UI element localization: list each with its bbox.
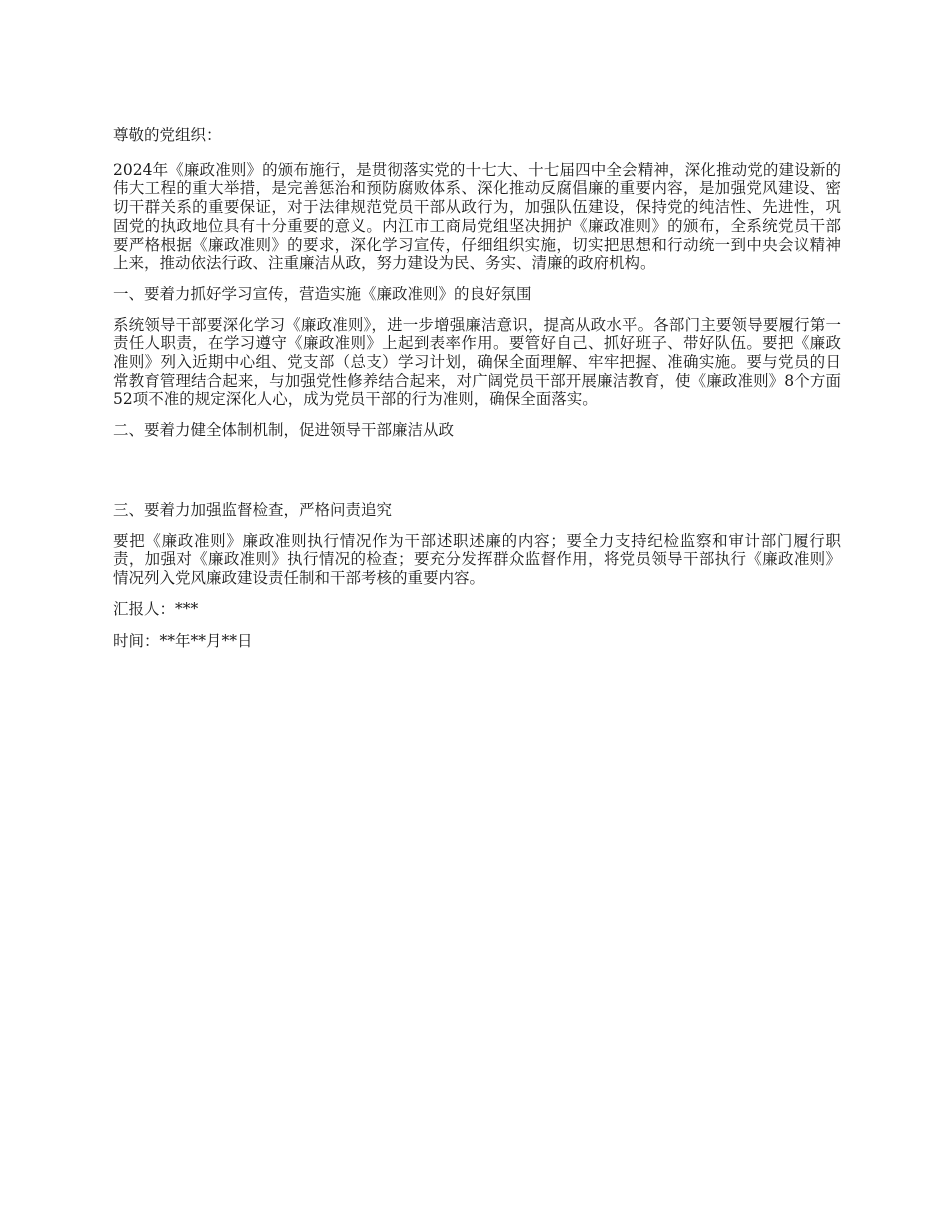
section-1-paragraph: 系统领导干部要深化学习《廉政准则》，进一步增强廉洁意识，提高从政水平。各部门主要领导要履行第一责任人职责，在学习遵守《廉政准则》上起到表率作用。要管好自己、抓好班子、带好队伍。要把《廉政准则》列入近期中心组、党支部（总支）学习计划，确保全面理解、牢牢把握、准确实施。要与党员的日常教育管理结合起来，与加强党性修养结合起来，对广阔党员干部开展廉洁教育，使《廉政准则》8个方面52项不准的规定深化人心，成为党员干部的行为准则，确保全面落实。: [113, 315, 841, 409]
document-page: [113, 126, 841, 651]
section-1-heading: 一、要着力抓好学习宣传，营造实施《廉政准则》的良好氛围: [113, 284, 532, 303]
section-3-paragraph: 要把《廉政准则》廉政准则执行情况作为干部述职述廉的内容；要全力支持纪检监察和审计部门履行职责，加强对《廉政准则》执行情况的检查；要充分发挥群众监督作用，将党员领导干部执行《廉政准则》情况列入党风廉政建设责任制和干部考核的重要内容。: [113, 531, 841, 587]
date-line: 时间：**年**月**日: [113, 632, 253, 651]
reporter-line: 汇报人：***: [113, 599, 199, 618]
intro-paragraph: 2024年《廉政准则》的颁布施行，是贯彻落实党的十七大、十七届四中全会精神，深化推动党的建设新的伟大工程的重大举措，是完善惩治和预防腐败体系、深化推动反腐倡廉的重要内容，是加强党风建设、密切干群关系的重要保证，对于法律规范党员干部从政行为，加强队伍建设，保持党的纯洁性、先进性，巩固党的执政地位具有十分重要的意义。内江市工商局党组坚决拥护《廉政准则》的颁布，全系统党员干部要严格根据《廉政准则》的要求，深化学习宣传，仔细组织实施，切实把思想和行动统一到中央会议精神上来，推动依法行政、注重廉洁从政，努力建设为民、务实、清廉的政府机构。: [113, 160, 841, 273]
greeting: 尊敬的党组织：: [113, 126, 222, 144]
section-3-heading: 三、要着力加强监督检查，严格问责追究: [113, 500, 393, 519]
section-2-heading: 二、要着力健全体制机制，促进领导干部廉洁从政: [113, 421, 455, 440]
